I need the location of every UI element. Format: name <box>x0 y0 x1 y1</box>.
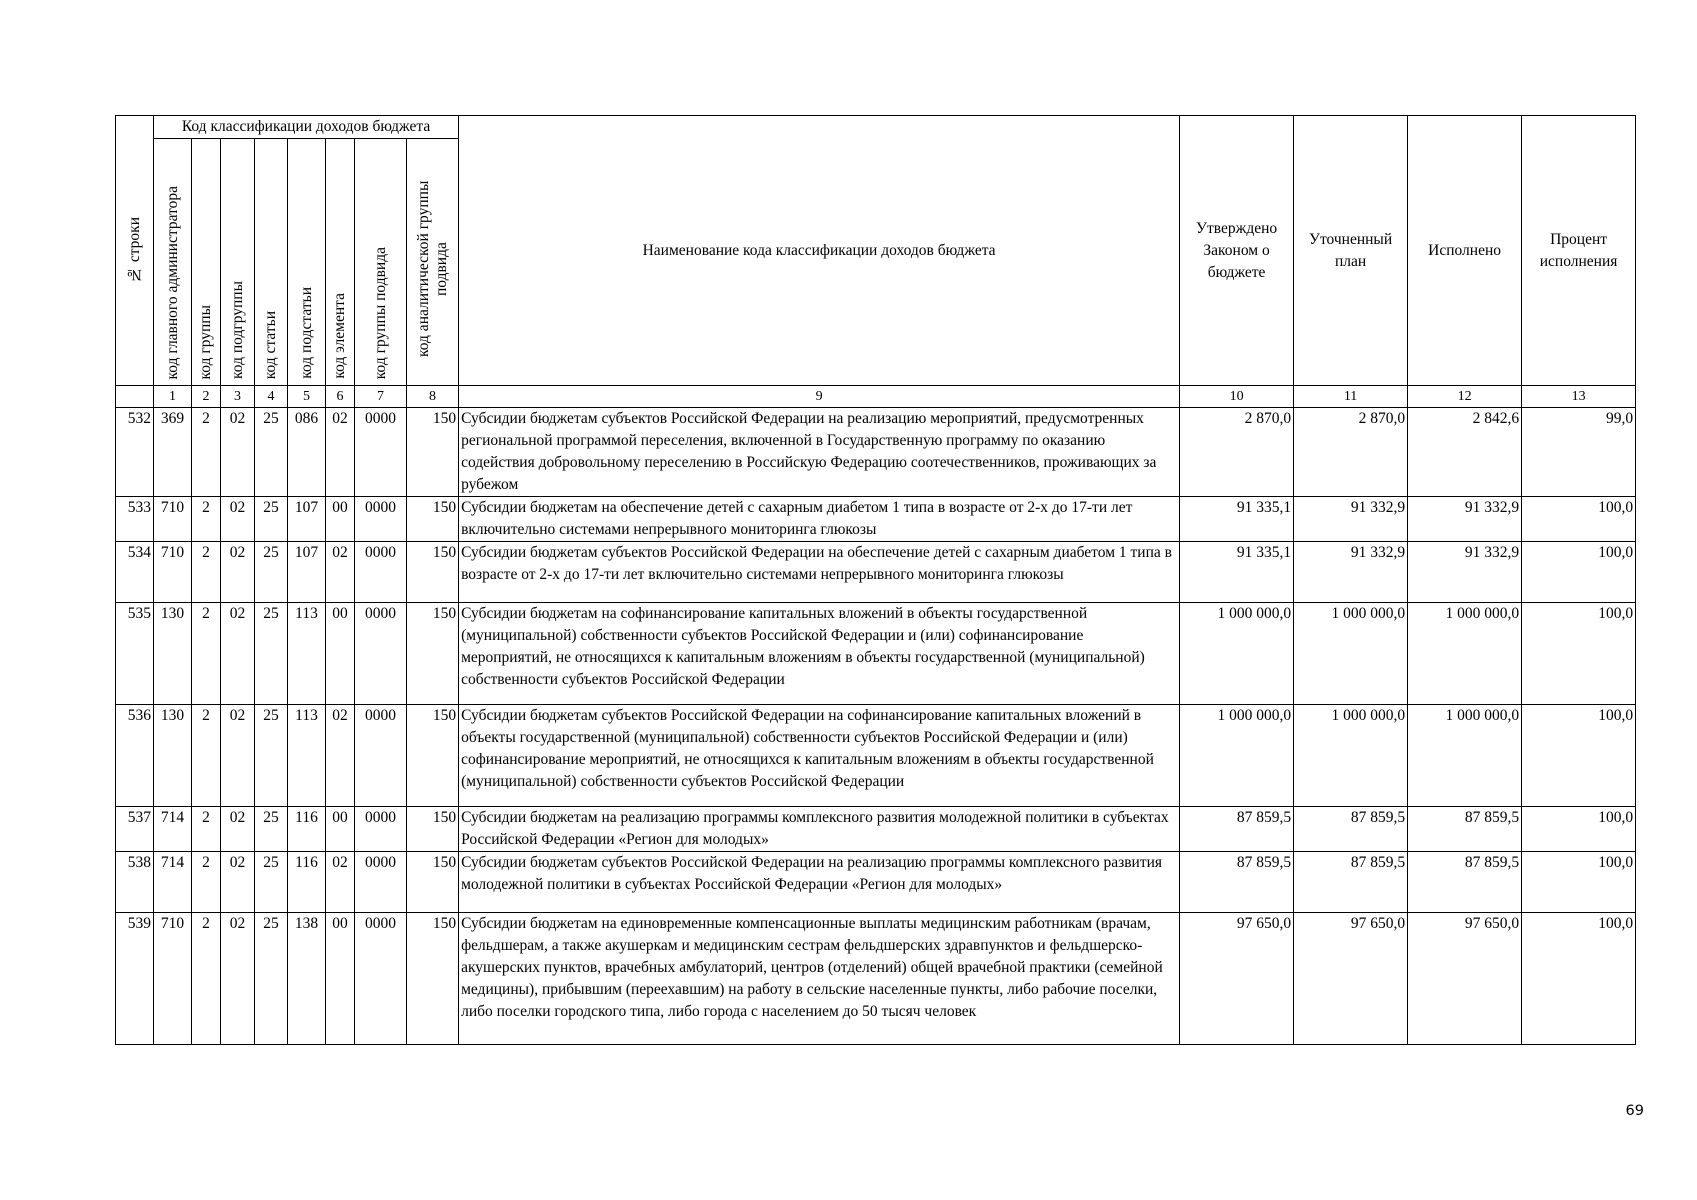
percent-value: 100,0 <box>1522 497 1636 542</box>
table-row <box>116 497 1636 542</box>
code-group: 2 <box>192 807 221 852</box>
column-number-row <box>116 386 1636 408</box>
column-number: 4 <box>255 386 288 408</box>
code-subtype-group: 0000 <box>355 705 407 807</box>
code-subtype-group: 0000 <box>355 852 407 913</box>
code-subgroup: 02 <box>221 497 255 542</box>
code-article: 25 <box>255 852 288 913</box>
row-name: Субсидии бюджетам на обеспечение детей с сахарным диабетом 1 типа в возрасте от 2-х до 17-ти лет включительно системами непрерывного мониторинга глюкозы <box>459 497 1180 542</box>
approved-amount: 97 650,0 <box>1180 913 1294 1045</box>
row-number: 534 <box>116 542 154 603</box>
code-element: 00 <box>326 603 355 705</box>
code-admin: 369 <box>154 408 192 497</box>
code-subgroup: 02 <box>221 852 255 913</box>
code-admin: 710 <box>154 542 192 603</box>
code-admin: 714 <box>154 807 192 852</box>
approved-amount: 1 000 000,0 <box>1180 705 1294 807</box>
code-subtype-group: 0000 <box>355 603 407 705</box>
plan-amount: 1 000 000,0 <box>1294 603 1408 705</box>
plan-amount: 1 000 000,0 <box>1294 705 1408 807</box>
column-number: 12 <box>1408 386 1522 408</box>
code-article: 25 <box>255 408 288 497</box>
percent-value: 99,0 <box>1522 408 1636 497</box>
percent-value: 100,0 <box>1522 807 1636 852</box>
code-article: 25 <box>255 705 288 807</box>
table-row <box>116 542 1636 603</box>
column-number: 6 <box>326 386 355 408</box>
code-group: 2 <box>192 705 221 807</box>
row-name: Субсидии бюджетам субъектов Российской Федерации на реализацию мероприятий, предусмотренных региональной программой переселения, включенной в Государственную программу по оказанию содействия добровольному переселению в Российскую Федерацию соотечественников, проживающих за рубежом <box>459 408 1180 497</box>
header-classification-group: Код классификации доходов бюджета <box>154 116 459 139</box>
column-number: 1 <box>154 386 192 408</box>
row-number: 539 <box>116 913 154 1045</box>
column-number: 8 <box>407 386 459 408</box>
code-admin: 130 <box>154 705 192 807</box>
code-analytic-group: 150 <box>407 542 459 603</box>
row-number: 533 <box>116 497 154 542</box>
code-subarticle: 116 <box>288 807 326 852</box>
header-code-analytic-group: код аналитической группы подвида <box>407 139 459 386</box>
code-subarticle: 107 <box>288 497 326 542</box>
header-name: Наименование кода классификации доходов бюджета <box>459 116 1180 386</box>
executed-amount: 1 000 000,0 <box>1408 603 1522 705</box>
executed-amount: 2 842,6 <box>1408 408 1522 497</box>
code-subgroup: 02 <box>221 705 255 807</box>
code-group: 2 <box>192 603 221 705</box>
row-number: 532 <box>116 408 154 497</box>
percent-value: 100,0 <box>1522 542 1636 603</box>
row-name: Субсидии бюджетам на реализацию программы комплексного развития молодежной политики в субъектах Российской Федерации «Регион для молодых» <box>459 807 1180 852</box>
header-code-article: код статьи <box>255 139 288 386</box>
code-analytic-group: 150 <box>407 852 459 913</box>
executed-amount: 91 332,9 <box>1408 497 1522 542</box>
code-subarticle: 113 <box>288 705 326 807</box>
column-number: 2 <box>192 386 221 408</box>
row-name: Субсидии бюджетам на единовременные компенсационные выплаты медицинским работникам (врачам, фельдшерам, а также акушеркам и медицинским сестрам фельдшерских здравпунктов и фельдшерско-акушерских пунктов, врачебных амбулаторий, центров (отделений) общей врачебной практики (семейной медицины), прибывшим (переехавшим) на работу в сельские населенные пункты, либо рабочие поселки, либо поселки городского типа, либо города с населением до 50 тысяч человек <box>459 913 1180 1045</box>
header-code-element: код элемента <box>326 139 355 386</box>
row-number: 535 <box>116 603 154 705</box>
table-row <box>116 408 1636 497</box>
code-group: 2 <box>192 542 221 603</box>
code-article: 25 <box>255 497 288 542</box>
table-row <box>116 852 1636 913</box>
row-name: Субсидии бюджетам субъектов Российской Федерации на обеспечение детей с сахарным диабетом 1 типа в возрасте от 2-х до 17-ти лет включительно системами непрерывного мониторинга глюкозы <box>459 542 1180 603</box>
table-row <box>116 603 1636 705</box>
budget-table <box>115 115 1636 1045</box>
approved-amount: 91 335,1 <box>1180 542 1294 603</box>
row-name: Субсидии бюджетам субъектов Российской Федерации на реализацию программы комплексного развития молодежной политики в субъектах Российской Федерации «Регион для молодых» <box>459 852 1180 913</box>
code-subarticle: 086 <box>288 408 326 497</box>
table-row <box>116 807 1636 852</box>
approved-amount: 91 335,1 <box>1180 497 1294 542</box>
plan-amount: 91 332,9 <box>1294 497 1408 542</box>
row-number: 536 <box>116 705 154 807</box>
code-subarticle: 138 <box>288 913 326 1045</box>
code-analytic-group: 150 <box>407 408 459 497</box>
row-number: 538 <box>116 852 154 913</box>
code-admin: 710 <box>154 497 192 542</box>
code-subgroup: 02 <box>221 603 255 705</box>
code-admin: 710 <box>154 913 192 1045</box>
code-analytic-group: 150 <box>407 807 459 852</box>
code-element: 00 <box>326 807 355 852</box>
plan-amount: 87 859,5 <box>1294 852 1408 913</box>
column-number: 11 <box>1294 386 1408 408</box>
column-number <box>116 386 154 408</box>
header-refined-plan: Уточненный план <box>1294 116 1408 386</box>
percent-value: 100,0 <box>1522 705 1636 807</box>
column-number: 3 <box>221 386 255 408</box>
header-row-number: № строки <box>116 116 154 386</box>
plan-amount: 87 859,5 <box>1294 807 1408 852</box>
code-subtype-group: 0000 <box>355 497 407 542</box>
approved-amount: 1 000 000,0 <box>1180 603 1294 705</box>
code-article: 25 <box>255 603 288 705</box>
code-element: 02 <box>326 705 355 807</box>
column-number: 13 <box>1522 386 1636 408</box>
code-analytic-group: 150 <box>407 705 459 807</box>
code-article: 25 <box>255 807 288 852</box>
code-element: 00 <box>326 913 355 1045</box>
executed-amount: 87 859,5 <box>1408 852 1522 913</box>
executed-amount: 91 332,9 <box>1408 542 1522 603</box>
table-row <box>116 705 1636 807</box>
approved-amount: 87 859,5 <box>1180 852 1294 913</box>
code-group: 2 <box>192 408 221 497</box>
code-subarticle: 116 <box>288 852 326 913</box>
plan-amount: 97 650,0 <box>1294 913 1408 1045</box>
code-element: 02 <box>326 408 355 497</box>
code-analytic-group: 150 <box>407 913 459 1045</box>
header-code-group: код группы <box>192 139 221 386</box>
table-row <box>116 913 1636 1045</box>
row-name: Субсидии бюджетам на софинансирование капитальных вложений в объекты государственной (муниципальной) собственности субъектов Российской Федерации и (или) софинансирование мероприятий, не относящихся к капитальным вложениям в объекты государственной (муниципальной) собственности субъектов Российской Федерации <box>459 603 1180 705</box>
column-number: 10 <box>1180 386 1294 408</box>
executed-amount: 87 859,5 <box>1408 807 1522 852</box>
code-article: 25 <box>255 913 288 1045</box>
approved-amount: 2 870,0 <box>1180 408 1294 497</box>
executed-amount: 1 000 000,0 <box>1408 705 1522 807</box>
plan-amount: 91 332,9 <box>1294 542 1408 603</box>
code-group: 2 <box>192 497 221 542</box>
code-element: 02 <box>326 852 355 913</box>
column-number: 7 <box>355 386 407 408</box>
header-code-subtype-group: код группы подвида <box>355 139 407 386</box>
header-code-subarticle: код подстатьи <box>288 139 326 386</box>
code-element: 00 <box>326 497 355 542</box>
plan-amount: 2 870,0 <box>1294 408 1408 497</box>
code-subgroup: 02 <box>221 913 255 1045</box>
code-subtype-group: 0000 <box>355 807 407 852</box>
code-subarticle: 107 <box>288 542 326 603</box>
percent-value: 100,0 <box>1522 913 1636 1045</box>
header-code-subgroup: код подгруппы <box>221 139 255 386</box>
code-subgroup: 02 <box>221 408 255 497</box>
code-subgroup: 02 <box>221 807 255 852</box>
percent-value: 100,0 <box>1522 603 1636 705</box>
code-subgroup: 02 <box>221 542 255 603</box>
code-subtype-group: 0000 <box>355 913 407 1045</box>
code-admin: 714 <box>154 852 192 913</box>
row-number: 537 <box>116 807 154 852</box>
code-subtype-group: 0000 <box>355 408 407 497</box>
approved-amount: 87 859,5 <box>1180 807 1294 852</box>
header-percent: Процент исполнения <box>1522 116 1636 386</box>
column-number: 9 <box>459 386 1180 408</box>
header-executed: Исполнено <box>1408 116 1522 386</box>
code-element: 02 <box>326 542 355 603</box>
code-article: 25 <box>255 542 288 603</box>
code-group: 2 <box>192 852 221 913</box>
row-name: Субсидии бюджетам субъектов Российской Федерации на софинансирование капитальных вложений в объекты государственной (муниципальной) собственности субъектов Российской Федерации и (или) софинансирование мероприятий, не относящихся к капитальным вложениям в объекты государственной (муниципальной) собственности субъектов Российской Федерации <box>459 705 1180 807</box>
column-number: 5 <box>288 386 326 408</box>
executed-amount: 97 650,0 <box>1408 913 1522 1045</box>
code-analytic-group: 150 <box>407 497 459 542</box>
percent-value: 100,0 <box>1522 852 1636 913</box>
code-subarticle: 113 <box>288 603 326 705</box>
code-group: 2 <box>192 913 221 1045</box>
code-analytic-group: 150 <box>407 603 459 705</box>
code-subtype-group: 0000 <box>355 542 407 603</box>
table-body <box>116 386 1636 1045</box>
header-approved: Утверждено Законом о бюджете <box>1180 116 1294 386</box>
header-code-admin: код главного администратора <box>154 139 192 386</box>
code-admin: 130 <box>154 603 192 705</box>
page-number: 69 <box>1625 1103 1644 1119</box>
